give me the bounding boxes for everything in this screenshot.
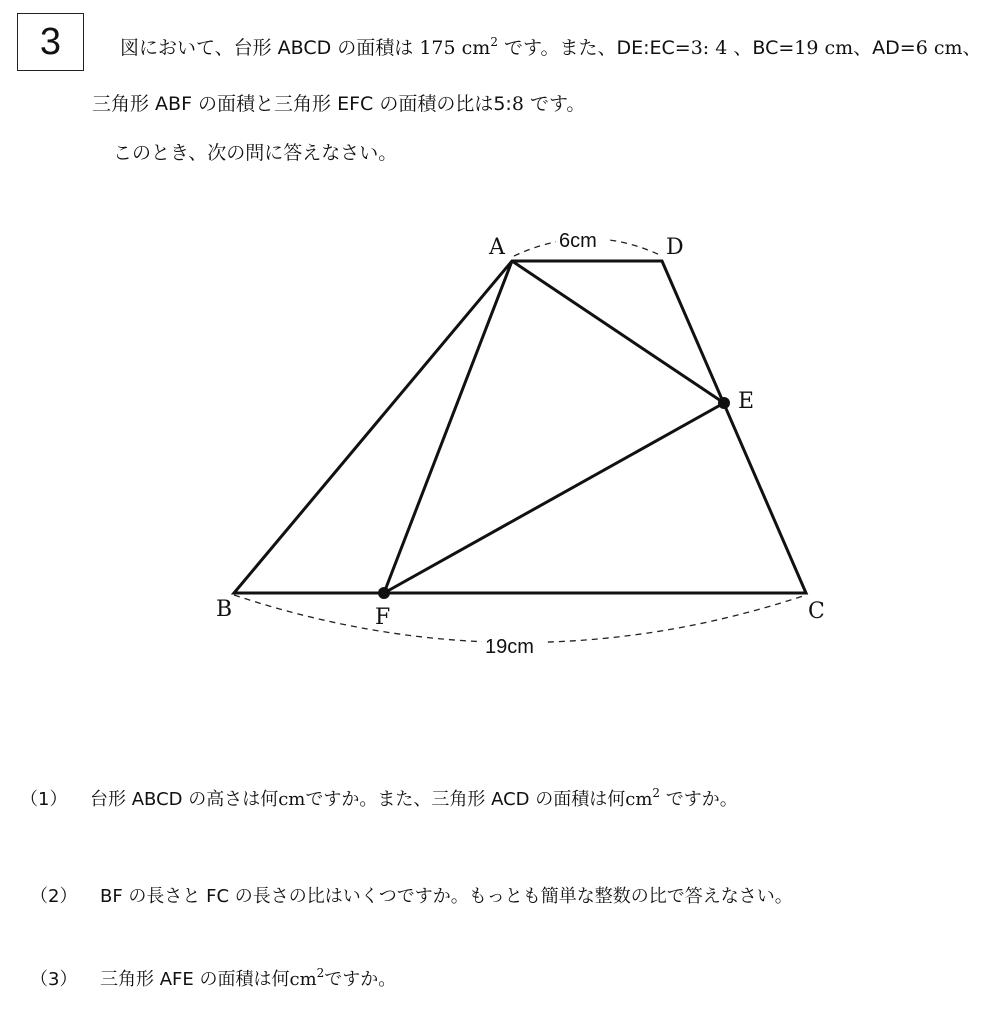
statement-text: 図において、台形 ABCD の面積は bbox=[120, 37, 420, 59]
statement-text: 、AD= bbox=[853, 37, 916, 59]
segment-fe bbox=[384, 403, 724, 593]
area-exponent: 2 bbox=[490, 35, 498, 49]
question-2 bbox=[30, 885, 793, 909]
label-f: F bbox=[375, 605, 391, 630]
unit-cm: cm bbox=[289, 969, 317, 990]
ad-length-label: 6cm bbox=[559, 230, 597, 252]
statement-text: 、BC= bbox=[727, 37, 795, 59]
label-a: A bbox=[489, 235, 505, 260]
question-text: BF の長さと FC の長さの比はいくつですか。もっとも簡単な整数の比で答えなさい。 bbox=[100, 886, 793, 907]
question-3 bbox=[30, 968, 396, 992]
segment-af bbox=[384, 261, 512, 593]
statement-text: 、 bbox=[962, 37, 982, 59]
question-text: 三角形 AFE の面積は何 bbox=[100, 969, 290, 990]
unit-exponent: 2 bbox=[316, 966, 325, 980]
statement-text: です。また、DE:EC= bbox=[497, 37, 691, 59]
area-value: 175 cm bbox=[419, 37, 491, 59]
unit-cm: cm bbox=[278, 789, 306, 810]
question-number: （2） bbox=[30, 886, 78, 907]
question-text: 台形 ABCD の高さは何 bbox=[90, 789, 279, 810]
question-text: ですか。また、三角形 ACD の面積は何 bbox=[305, 789, 626, 810]
ad-value: 6 cm bbox=[915, 37, 963, 59]
statement-text: 三角形 ABF の面積と三角形 EFC の面積の比は5: bbox=[92, 93, 512, 115]
statement-text: このとき、次の問に答えなさい。 bbox=[113, 142, 398, 164]
trapezoid-abcd bbox=[234, 261, 806, 593]
bc-value: 19 cm bbox=[794, 37, 854, 59]
question-1 bbox=[20, 788, 738, 812]
bc-length-label: 19cm bbox=[485, 636, 534, 658]
statement-text: です。 bbox=[523, 93, 586, 115]
ratio-de-ec: 3: 4 bbox=[690, 37, 728, 59]
problem-number: 3 bbox=[39, 20, 62, 63]
question-number: （3） bbox=[30, 969, 78, 990]
question-number: （1） bbox=[20, 789, 68, 810]
point-e bbox=[718, 397, 730, 409]
label-c: C bbox=[808, 599, 825, 624]
point-f bbox=[378, 587, 390, 599]
unit-exponent: 2 bbox=[652, 786, 661, 800]
area-ratio-value: 8 bbox=[511, 93, 524, 115]
unit-cm: cm bbox=[625, 789, 653, 810]
question-text: ですか。 bbox=[324, 969, 397, 990]
label-e: E bbox=[738, 389, 755, 414]
label-d: D bbox=[666, 235, 684, 260]
question-text: ですか。 bbox=[660, 789, 738, 810]
label-b: B bbox=[216, 597, 233, 622]
